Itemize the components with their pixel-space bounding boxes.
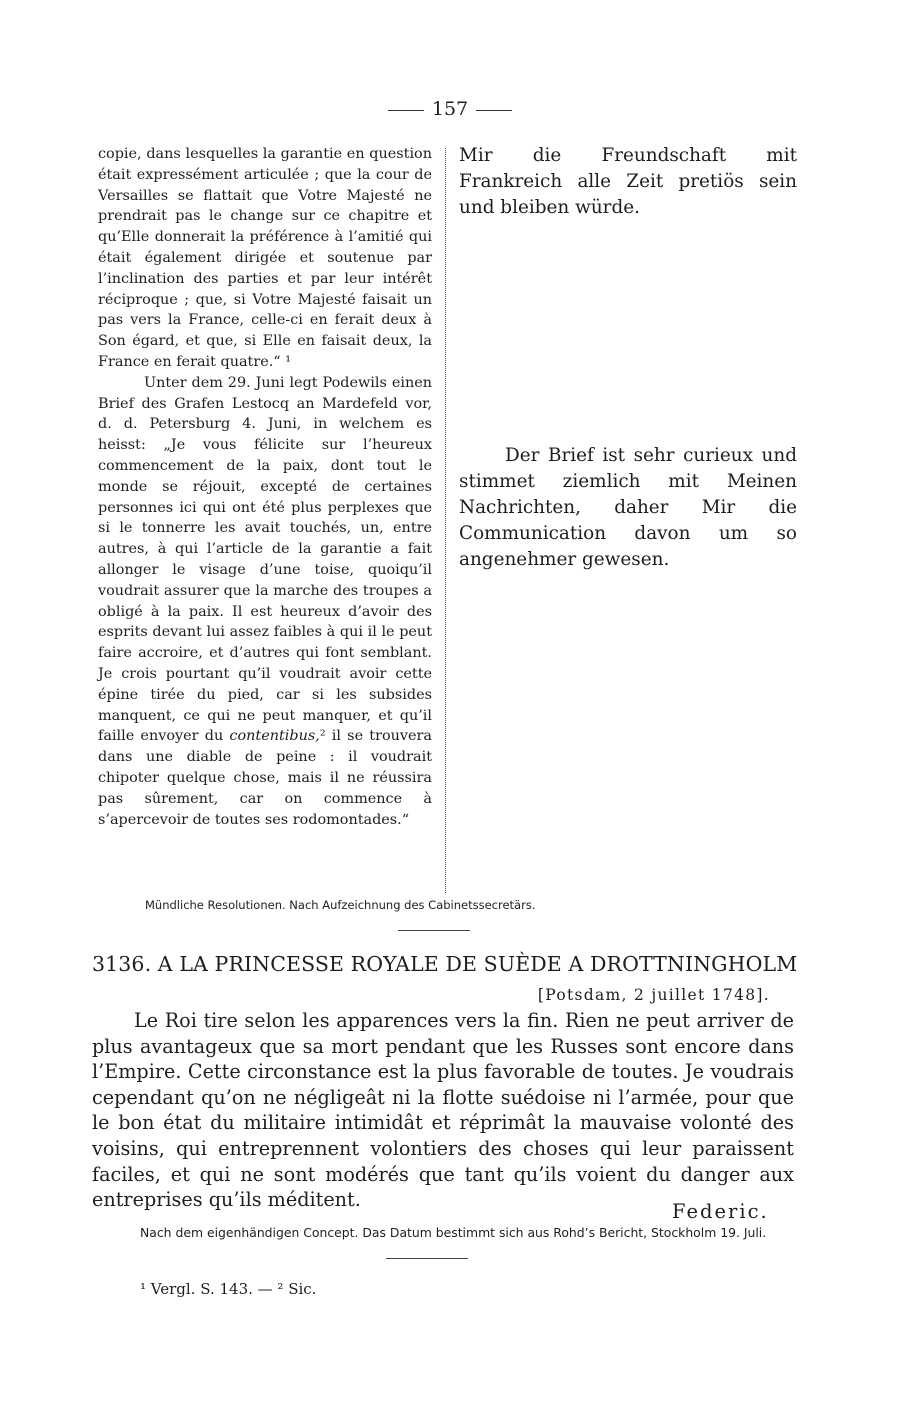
source-note: Mündliche Resolutionen. Nach Aufzeichnung des Cabinetssecretärs. <box>145 898 536 912</box>
page-number: 157 <box>370 98 530 120</box>
right-paragraph: Mir die Freundschaft mit Frankreich alle Zeit pretiös sein und bleiben würde. <box>459 145 797 218</box>
signature: Federic. <box>672 1200 769 1223</box>
right-column <box>459 143 797 573</box>
right-paragraph-resolution: Der Brief ist sehr curieux und stimmet ziemlich mit Meinen Nachrichten, daher Mir die Communication davon um so angenehmer gewesen. <box>459 445 797 570</box>
left-paragraph: copie, dans lesquelles la garantie en question était expressément articulée ; que la cour de Versailles se flattait que Votre Majesté ne prendrait pas le change sur ce chapitre et qu’Elle donnerait la préférence à l’amitié qui était également dirigée et soutenue par l’inclination des parties et par leur intérêt réciproque ; que, si Votre Majesté faisait un pas vers la France, celle-ci en ferait deux à Son égard, et que, si Elle en faisait deux, la France en ferait quatre.“ ¹ <box>98 146 432 370</box>
italic-word: contentibus, <box>229 728 320 745</box>
left-column <box>98 144 432 830</box>
emphasized-word: curieux <box>683 445 753 466</box>
footnotes: ¹ Vergl. S. 143. — ² Sic. <box>140 1280 317 1298</box>
dateline: [Potsdam, 2 juillet 1748]. <box>537 986 770 1004</box>
source-note-concept: Nach dem eigenhändigen Concept. Das Datum bestimmt sich aus Rohd’s Bericht, Stockholm 19. Juli. <box>140 1225 767 1240</box>
left-paragraph-letter: Unter dem 29. Juni legt Podewils einen Brief des Grafen Lestocq an Mardefeld vor, d. d. Petersburg 4. Juni, in welchem es heisst: „Je vous félicite sur l’heureux commencement de la paix, dont tout le monde se réjouit, excepté de certaines personnes ici qui ont été plus perplexes que si le tonnerre les avait touchés, un, entre autres, à qui l’article de la garantie a fait allonger le visage d’une toise, quoiqu’il voudrait assurer que la marche des troupes a obligé à la paix. Il est heureux d’avoir des esprits devant lui assez faibles à qui il le peut faire accroire, et d’autres qui font semblant. Je crois pourtant qu’il voudrait avoir cette épine tirée du pied, car si les subsides manquent, ce qui ne peut manquer, et qu’il faille envoyer du contentibus,² il se trouvera dans une diable de peine : il voudrait chipoter quelque chose, mais il ne réussira pas sûrement, car on commence à s’apercevoir de toutes ses rodomontades.“ <box>98 374 432 828</box>
letter-body <box>92 1008 794 1213</box>
letter-text: Le Roi tire selon les apparences vers la fin. Rien ne peut arriver de plus avantageux que sa mort pendant que les Russes sont encore dans l’Empire. Cette circonstance est la plus favorable de toutes. Je voudrais cependant qu’on ne négligeât ni la flotte suédoise ni l’armée, pour que le bon état du militaire intimidât et réprimât la mauvaise volonté des voisins, qui entreprennent volontiers des choses qui leur paraissent faciles, et qui ne sont modérés que tant qu’ils voient du danger aux entreprises qu’ils méditent. <box>92 1009 794 1212</box>
letter-heading: 3136. A LA PRINCESSE ROYALE DE SUÈDE A DROTTNINGHOLM <box>92 952 798 976</box>
separator-rule <box>398 930 470 931</box>
footnote-rule <box>386 1258 468 1259</box>
column-divider <box>445 148 446 893</box>
